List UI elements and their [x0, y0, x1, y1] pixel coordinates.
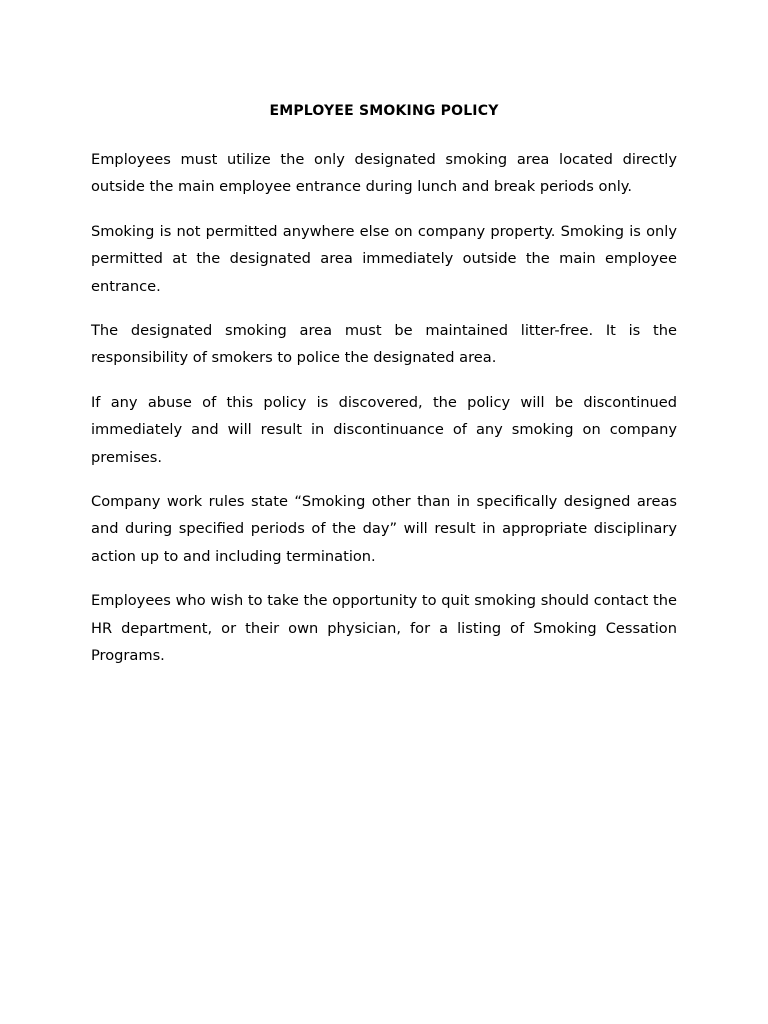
policy-paragraph-work-rules: Company work rules state “Smoking other than in specifically designed areas and during specified periods of the day” will result in appropriate disciplinary action up to and including termination.: [91, 493, 677, 565]
policy-paragraph-litter-free: The designated smoking area must be maintained litter-free. It is the responsibility of smokers to police the designated area.: [91, 322, 677, 367]
document-title: EMPLOYEE SMOKING POLICY: [269, 103, 499, 119]
document-body: [91, 101, 677, 687]
policy-paragraph-quit-smoking: Employees who wish to take the opportunity to quit smoking should contact the HR department, or their own physician, for a listing of Smoking Cessation Programs.: [91, 592, 677, 665]
policy-paragraph-not-permitted: Smoking is not permitted anywhere else on company property. Smoking is only permitted at the designated area immediately outside the main employee entrance.: [91, 222, 677, 295]
policy-paragraph-designated-area: Employees must utilize the only designated smoking area located directly outside the main employee entrance during lunch and break periods only.: [91, 151, 677, 196]
policy-paragraph-abuse: If any abuse of this policy is discovered, the policy will be discontinued immediately and will result in discontinuance of any smoking on company premises.: [91, 393, 677, 466]
